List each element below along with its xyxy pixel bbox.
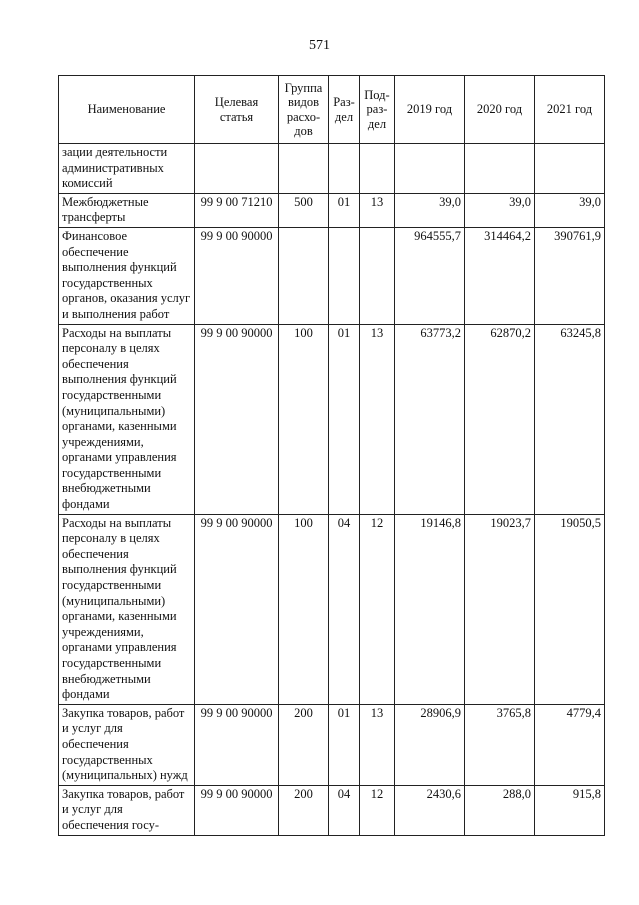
cell-2021: 63245,8 (535, 324, 605, 514)
cell-name: Финансовое обеспечение выполнения функций государственных органов, оказания услуг и выполнения работ (59, 227, 195, 324)
cell-expense-group: 100 (279, 514, 329, 704)
cell-target-article: 99 9 00 71210 (195, 193, 279, 227)
cell-subsection: 13 (360, 193, 395, 227)
cell-subsection (360, 144, 395, 194)
cell-section: 04 (329, 785, 360, 835)
cell-target-article (195, 144, 279, 194)
cell-name: Закупка товаров, работ и услуг для обеспечения государственных (муниципальных) нужд (59, 704, 195, 785)
cell-name: Расходы на выплаты персоналу в целях обеспечения выполнения функций государственными (муниципальными) органами, казенными учреждениями, органами управления государственными внебюджетными фондами (59, 324, 195, 514)
cell-section: 04 (329, 514, 360, 704)
cell-name: зации деятельности административных комиссий (59, 144, 195, 194)
cell-subsection: 13 (360, 704, 395, 785)
cell-expense-group: 500 (279, 193, 329, 227)
cell-2020: 288,0 (465, 785, 535, 835)
cell-target-article: 99 9 00 90000 (195, 324, 279, 514)
cell-expense-group: 100 (279, 324, 329, 514)
cell-name: Межбюджетные трансферты (59, 193, 195, 227)
cell-2019: 28906,9 (395, 704, 465, 785)
cell-2021: 390761,9 (535, 227, 605, 324)
cell-2021: 4779,4 (535, 704, 605, 785)
header-subsection: Под-раз-дел (360, 76, 395, 144)
cell-subsection: 12 (360, 785, 395, 835)
cell-section: 01 (329, 324, 360, 514)
cell-2019: 63773,2 (395, 324, 465, 514)
cell-2020: 314464,2 (465, 227, 535, 324)
cell-target-article: 99 9 00 90000 (195, 514, 279, 704)
cell-2019: 39,0 (395, 193, 465, 227)
table-row (59, 227, 605, 324)
cell-section: 01 (329, 193, 360, 227)
cell-2021: 915,8 (535, 785, 605, 835)
table-row (59, 514, 605, 704)
cell-2019: 2430,6 (395, 785, 465, 835)
cell-2021: 39,0 (535, 193, 605, 227)
cell-expense-group: 200 (279, 785, 329, 835)
cell-expense-group (279, 144, 329, 194)
cell-name: Закупка товаров, работ и услуг для обеспечения госу- (59, 785, 195, 835)
cell-2019: 19146,8 (395, 514, 465, 704)
cell-expense-group: 200 (279, 704, 329, 785)
header-section: Раз-дел (329, 76, 360, 144)
table-row (59, 704, 605, 785)
cell-subsection (360, 227, 395, 324)
cell-subsection: 12 (360, 514, 395, 704)
header-expense-group: Группа видов расхо-дов (279, 76, 329, 144)
table-row (59, 785, 605, 835)
cell-2020: 3765,8 (465, 704, 535, 785)
page-number: 571 (309, 38, 330, 53)
cell-target-article: 99 9 00 90000 (195, 227, 279, 324)
cell-target-article: 99 9 00 90000 (195, 704, 279, 785)
header-year-2019: 2019 год (395, 76, 465, 144)
table-row (59, 324, 605, 514)
cell-section: 01 (329, 704, 360, 785)
cell-subsection: 13 (360, 324, 395, 514)
header-target-article: Целевая статья (195, 76, 279, 144)
budget-table (58, 75, 605, 836)
table-row (59, 144, 605, 194)
table-header-row (59, 76, 605, 144)
cell-section (329, 227, 360, 324)
cell-2021: 19050,5 (535, 514, 605, 704)
cell-2020: 62870,2 (465, 324, 535, 514)
cell-section (329, 144, 360, 194)
header-name: Наименование (59, 76, 195, 144)
cell-2019 (395, 144, 465, 194)
cell-2021 (535, 144, 605, 194)
cell-2020: 39,0 (465, 193, 535, 227)
cell-2020: 19023,7 (465, 514, 535, 704)
cell-2020 (465, 144, 535, 194)
header-year-2021: 2021 год (535, 76, 605, 144)
cell-target-article: 99 9 00 90000 (195, 785, 279, 835)
cell-2019: 964555,7 (395, 227, 465, 324)
header-year-2020: 2020 год (465, 76, 535, 144)
cell-name: Расходы на выплаты персоналу в целях обеспечения выполнения функций государственными (муниципальными) органами, казенными учреждениями, органами управления государственными внебюджетными фондами (59, 514, 195, 704)
table-row (59, 193, 605, 227)
cell-expense-group (279, 227, 329, 324)
